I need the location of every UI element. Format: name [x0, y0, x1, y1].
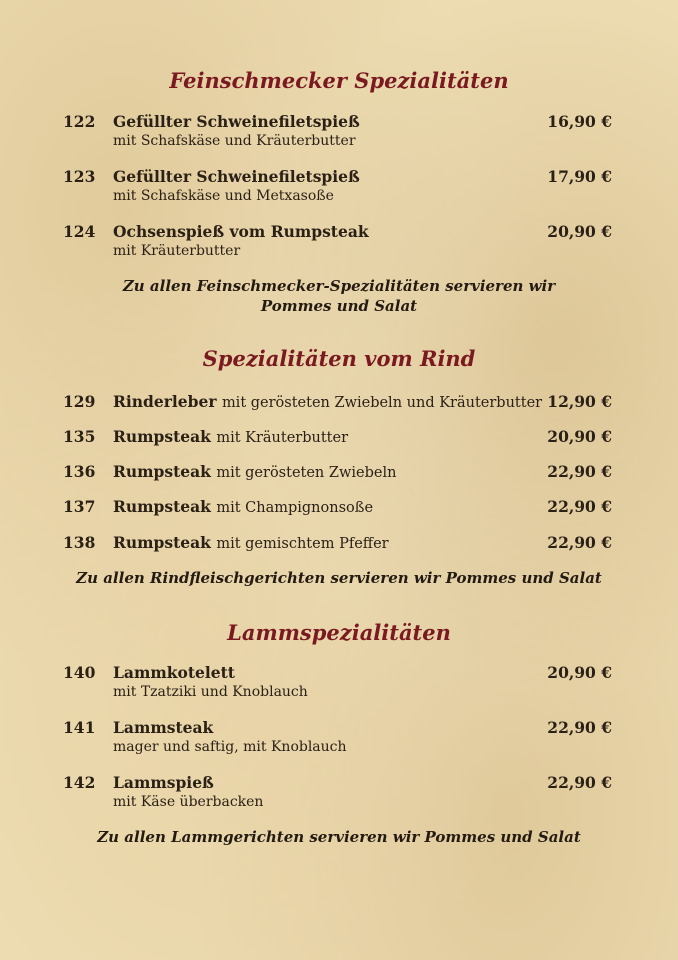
item-name-line — [113, 497, 373, 516]
item-price: 12,90 € — [547, 392, 612, 411]
item-number: 124 — [63, 222, 96, 241]
item-description: mit gerösteten Zwiebeln — [216, 465, 397, 481]
item-description: mit gerösteten Zwiebeln und Kräuterbutter — [221, 395, 543, 411]
section-title-feinschmecker: Feinschmecker Spezialitäten — [169, 68, 509, 93]
item-price: 20,90 € — [547, 427, 612, 446]
item-price: 17,90 € — [547, 167, 612, 186]
item-price: 16,90 € — [547, 112, 612, 131]
item-name: Rumpsteak — [113, 497, 211, 516]
item-price: 22,90 € — [547, 497, 612, 516]
item-description: mit gemischtem Pfeffer — [216, 536, 389, 552]
item-number: 141 — [63, 718, 96, 737]
item-price: 22,90 € — [547, 773, 612, 792]
item-name: Ochsenspieß vom Rumpsteak — [113, 222, 369, 241]
item-name-line — [113, 427, 348, 446]
note-line: Pommes und Salat — [260, 297, 418, 315]
item-number: 136 — [63, 462, 96, 481]
item-number: 138 — [63, 533, 96, 552]
item-name: Lammsteak — [113, 718, 214, 737]
item-name: Rumpsteak — [113, 533, 211, 552]
item-name: Rinderleber — [113, 392, 217, 411]
item-number: 137 — [63, 497, 96, 516]
section-note-lamm — [0, 827, 678, 847]
note-line: Zu allen Rindfleischgerichten servieren wir Pommes und Salat — [76, 569, 602, 587]
item-price: 22,90 € — [547, 462, 612, 481]
item-name: Rumpsteak — [113, 427, 211, 446]
item-price: 22,90 € — [547, 718, 612, 737]
item-price: 20,90 € — [547, 663, 612, 682]
section-note-rind — [0, 568, 678, 588]
section-title-rind: Spezialitäten vom Rind — [202, 346, 476, 371]
item-description: mit Käse überbacken — [113, 794, 264, 810]
item-name: Lammspieß — [113, 773, 214, 792]
item-name: Gefüllter Schweinefiletspieß — [113, 167, 360, 186]
item-number: 142 — [63, 773, 96, 792]
item-name: Rumpsteak — [113, 462, 211, 481]
item-price: 20,90 € — [547, 222, 612, 241]
item-number: 135 — [63, 427, 96, 446]
section-title-lamm: Lammspezialitäten — [227, 620, 451, 645]
section-note-feinschmecker — [0, 276, 678, 316]
item-number: 122 — [63, 112, 96, 131]
item-number: 140 — [63, 663, 96, 682]
item-description: mit Schafskäse und Metxasoße — [113, 188, 334, 204]
item-description: mager und saftig, mit Knoblauch — [113, 739, 347, 755]
item-description: mit Kräuterbutter — [113, 243, 241, 259]
item-description: mit Champignonsoße — [216, 500, 374, 516]
item-name-line — [113, 533, 389, 552]
item-description: mit Schafskäse und Kräuterbutter — [113, 133, 356, 149]
item-name: Gefüllter Schweinefiletspieß — [113, 112, 360, 131]
item-description: mit Tzatziki und Knoblauch — [113, 684, 308, 700]
item-description: mit Kräuterbutter — [216, 430, 349, 446]
item-name-line — [113, 462, 396, 481]
note-line: Zu allen Feinschmecker-Spezialitäten servieren wir — [122, 277, 556, 295]
item-number: 123 — [63, 167, 96, 186]
item-price: 22,90 € — [547, 533, 612, 552]
note-line: Zu allen Lammgerichten servieren wir Pommes und Salat — [97, 828, 581, 846]
item-name-line — [113, 392, 542, 411]
item-name: Lammkotelett — [113, 663, 235, 682]
item-number: 129 — [63, 392, 96, 411]
